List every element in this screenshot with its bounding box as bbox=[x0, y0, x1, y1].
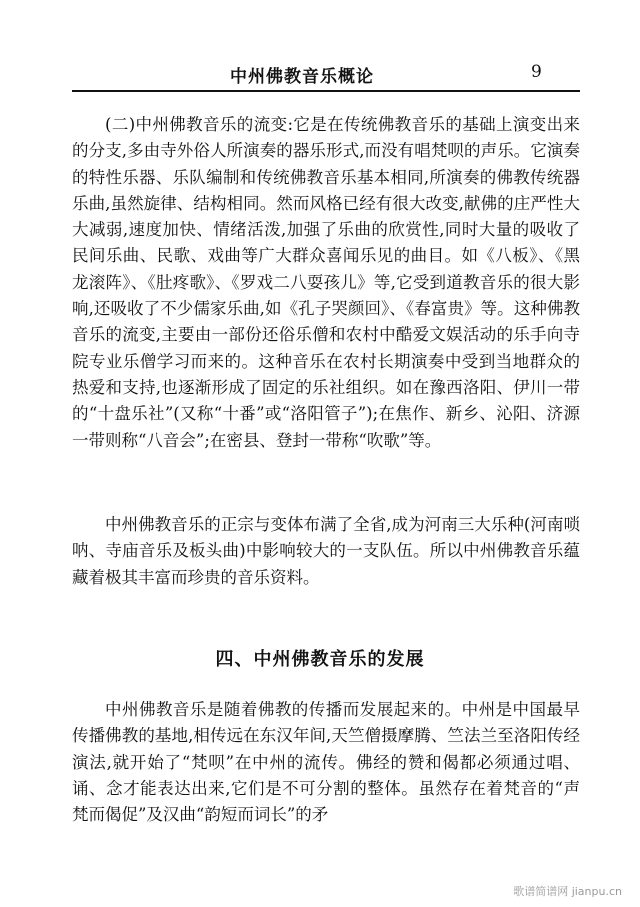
paragraph-development: 中州佛教音乐是随着佛教的传播而发展起来的。中州是中国最早传播佛教的基地,相传远在东汉年间,天竺僧摄摩腾、竺法兰至洛阳传经演法,就开始了“梵呗”在中州的流传。佛经的赞和偈都必须通过唱、诵、念才能表达出来,它们是不可分割的整体。虽然存在着梵音的“声梵而偈促”及汉曲“韵短而词长”的矛 bbox=[72, 700, 580, 825]
running-header-title: 中州佛教音乐概论 bbox=[230, 67, 374, 87]
section-heading: 四、中州佛教音乐的发展 bbox=[215, 649, 425, 670]
header-divider bbox=[72, 90, 580, 92]
paragraph-summary: 中州佛教音乐的正宗与变体布满了全省,成为河南三大乐种(河南唢呐、寺庙音乐及板头曲)中影响较大的一支队伍。所以中州佛教音乐蕴藏着极其丰富而珍贵的音乐资料。 bbox=[72, 515, 580, 587]
site-watermark: 歌谱简谱网 jianpu.cn bbox=[513, 885, 622, 898]
paragraph-liubian: (二)中州佛教音乐的流变:它是在传统佛教音乐的基础上演变出来的分支,多由寺外俗人所演奏的器乐形式,而没有唱梵呗的声乐。它演奏的特性乐器、乐队编制和传统佛教音乐基本相同,所演奏的佛教传统器乐曲,虽然旋律、结构相同。然而风格已经有很大改变,献佛的庄严性大大减弱,速度加快、情绪活泼,加强了乐曲的欣赏性,同时大量的吸收了民间乐曲、民歌、戏曲等广大群众喜闻乐见的曲目。如《八板》、《黑龙滚阵》、《肚疼歌》、《罗戏二八耍孩儿》等,它受到道教音乐的很大影响,还吸收了不少儒家乐曲,如《孔子哭颜回》、《春富贵》等。这种佛教音乐的流变,主要由一部份还俗乐僧和农村中酷爱文娱活动的乐手向寺院专业乐僧学习而来的。这种音乐在农村长期演奏中受到当地群众的热爱和支持,也逐渐形成了固定的乐社组织。如在豫西洛阳、伊川一带的“十盘乐社”(又称“十番”或“洛阳管子”);在焦作、新乡、沁阳、济源一带则称“八音会”;在密县、登封一带称“吹歌”等。 bbox=[72, 115, 580, 450]
page-number: 9 bbox=[531, 62, 542, 82]
